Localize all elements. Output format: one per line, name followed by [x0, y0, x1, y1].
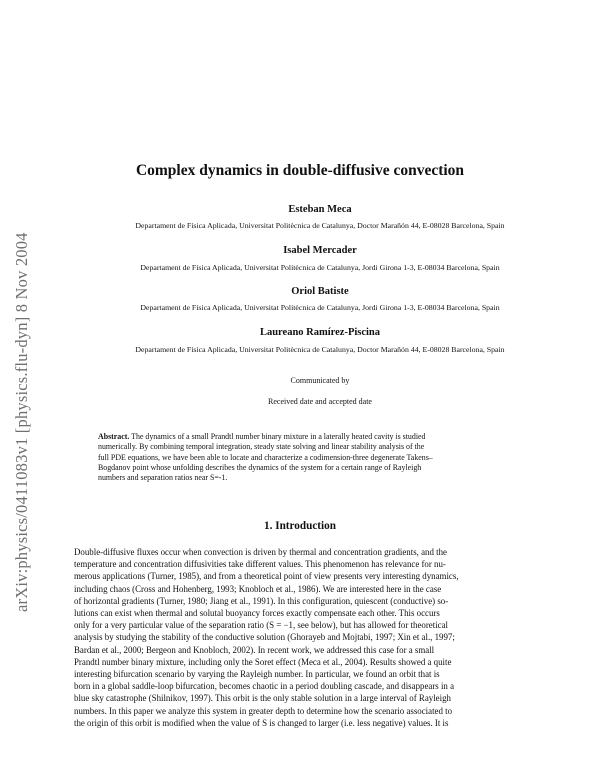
- abstract: [98, 432, 521, 483]
- author-name: Esteban Meca: [288, 204, 352, 215]
- abstract-label: Abstract.: [98, 432, 130, 441]
- author-name: Laureano Ramírez-Piscina: [259, 327, 381, 338]
- section-heading: 1. Introduction: [264, 520, 336, 532]
- author-name: Isabel Mercader: [283, 245, 357, 256]
- body-line: of horizontal gradients (Turner, 1980; Jiang et al., 1991). In this configuration, quiescent (conductive) so-: [74, 595, 449, 606]
- body-line: Double-diffusive fluxes occur when convection is driven by thermal and concentration gradients, and the: [74, 547, 447, 557]
- author-affiliation: Departament de Física Aplicada, Universitat Politècnica de Catalunya, Doctor Marañón 44, E-08028 Barcelona, Spain: [135, 221, 505, 230]
- body-line: analysis by studying the stability of the conductive solution (Ghorayeb and Mojtabi, 1997; Xin et al., 1997;: [74, 632, 455, 643]
- body-line: blue sky catastrophe (Shilnikov, 1997). This orbit is the only stable solution in a large interval of Rayleigh: [74, 693, 451, 704]
- body-line: only for a very particular value of the separation ratio (S = −1, see below), but has allowed for theoretical: [74, 620, 448, 631]
- received-date: Received date and accepted date: [268, 397, 372, 406]
- abstract-line: numerically. By combining temporal integration, steady state solving and linear stability analysis of the: [98, 442, 425, 452]
- body-line: numbers. In this paper we analyze this system in greater depth to determine how the scenario associated to: [74, 705, 453, 716]
- body-line: interesting bifurcation scenario by varying the Rayleigh number. In particular, we found an orbit that is: [74, 669, 440, 680]
- arxiv-identifier: arXiv:physics/0411083v1 [physics.flu-dyn] 8 Nov 2004: [12, 232, 31, 612]
- body-line: including chaos (Cross and Hohenberg, 1993; Knobloch et al., 1986). We are interested here in the case: [74, 583, 442, 594]
- body-line: temperature and concentration diffusivities take different values. This phenomenon has relevance for nu-: [74, 559, 446, 570]
- body-line: Bardan et al., 2000; Bergeon and Knobloch, 2002). In recent work, we addressed this case for a small: [74, 644, 435, 655]
- body-line: Prandtl number binary mixture, including only the Soret effect (Meca et al., 2004). Results showed a quite: [74, 656, 452, 667]
- abstract-line: Abstract. The dynamics of a small Prandtl number binary mixture in a laterally heated cavity is studied: [98, 432, 426, 441]
- body-line: born in a global saddle-loop bifurcation, becomes chaotic in a period doubling cascade, and disappears in a: [74, 681, 455, 692]
- author-name: Oriol Batiste: [291, 286, 349, 297]
- author-affiliation: Departament de Física Aplicada, Universitat Politècnica de Catalunya, Jordi Girona 1-3, E-08034 Barcelona, Spain: [140, 263, 500, 272]
- abstract-line: Bogdanov point whose unfolding describes the dynamics of the system for a certain range of Rayleigh: [98, 462, 422, 472]
- author-affiliation: Departament de Física Aplicada, Universitat Politècnica de Catalunya, Jordi Girona 1-3, E-08034 Barcelona, Spain: [140, 303, 500, 312]
- abstract-line: numbers and separation ratios near S=-1.: [98, 473, 228, 483]
- author-affiliation: Departament de Física Aplicada, Universitat Politècnica de Catalunya, Doctor Marañón 44, E-08028 Barcelona, Spain: [135, 345, 505, 354]
- paper-title: Complex dynamics in double-diffusive convection: [135, 162, 465, 179]
- abstract-line: full PDE equations, we have been able to locate and characterize a codimension-three degenerate Takens–: [98, 452, 433, 462]
- body-line: merous applications (Turner, 1985), and from a theoretical point of view presents very interesting dynamics,: [74, 571, 459, 582]
- section-body: [74, 546, 544, 729]
- body-line: the origin of this orbit is modified when the value of S is changed to larger (i.e. less negative) values. It is: [74, 717, 449, 728]
- communicated-by: Communicated by: [290, 376, 350, 385]
- body-line: lutions can exist when thermal and solutal buoyancy forces exactly compensate each other. This occurs: [74, 608, 440, 619]
